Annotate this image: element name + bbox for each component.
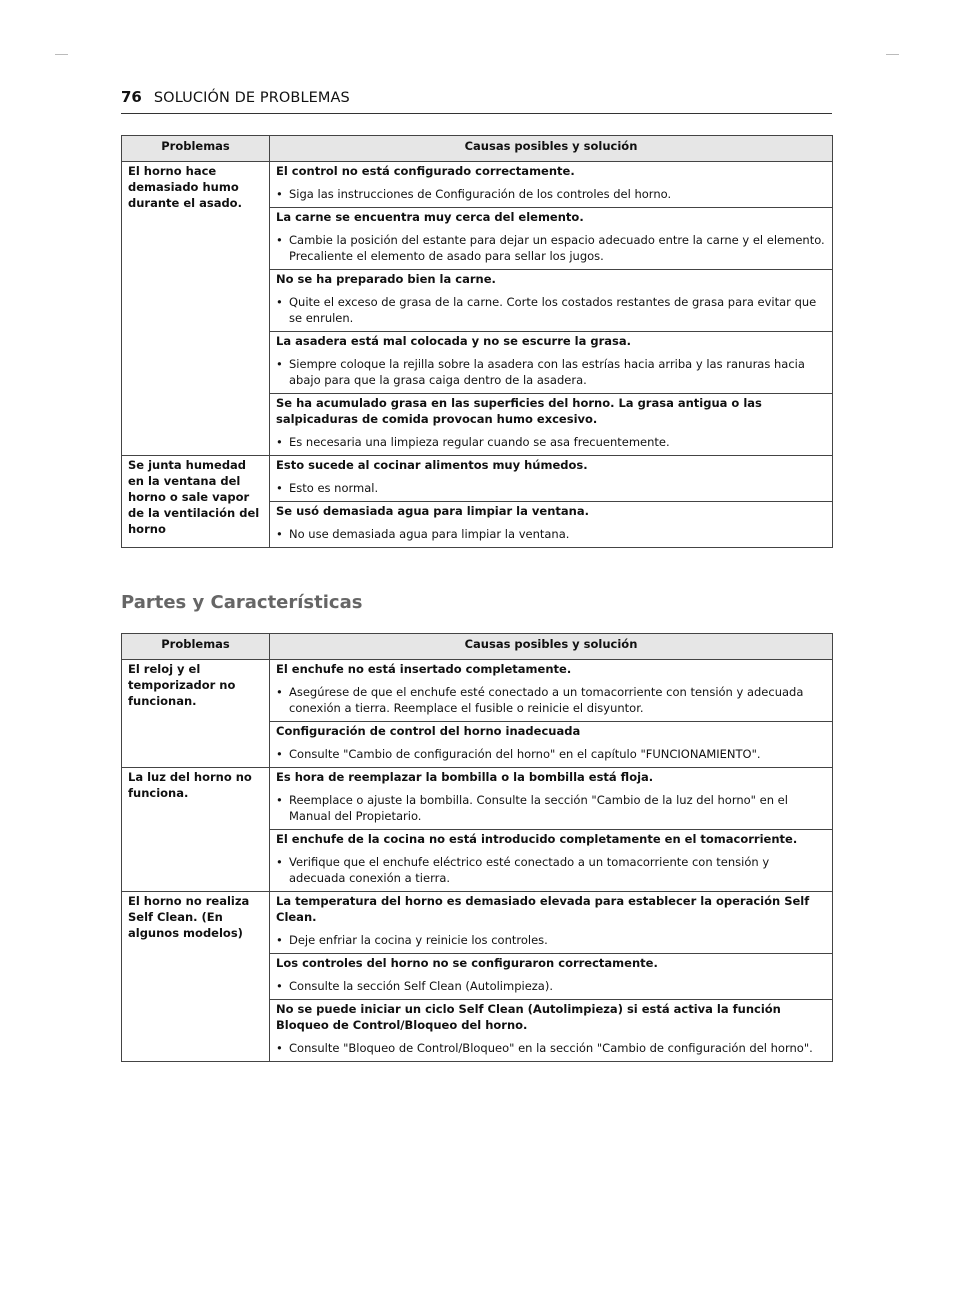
page-header xyxy=(121,88,832,114)
problem-cell: El horno hace demasiado humo durante el asado. xyxy=(122,162,270,456)
column-header-problems: Problemas xyxy=(122,136,270,162)
solution-bullet: • Es necesaria una limpieza regular cuando se asa frecuentemente. xyxy=(276,434,826,450)
column-header-causes: Causas posibles y solución xyxy=(270,634,833,660)
solution-bullet: • Deje enfriar la cocina y reinicie los controles. xyxy=(276,932,826,948)
cause-cell xyxy=(270,394,833,456)
cause-cell xyxy=(270,270,833,332)
cause-cell xyxy=(270,332,833,394)
problem-cell: El reloj y el temporizador no funcionan. xyxy=(122,660,270,768)
troubleshooting-table-1 xyxy=(121,135,833,548)
solution-bullet: • Consulte "Cambio de configuración del horno" en el capítulo "FUNCIONAMIENTO". xyxy=(276,746,826,762)
cause-cell xyxy=(270,502,833,548)
table-row xyxy=(122,162,833,208)
problem-cell: El horno no realiza Self Clean. (En algunos modelos) xyxy=(122,892,270,1062)
cause-title: No se ha preparado bien la carne. xyxy=(276,272,496,286)
solution-bullet: • Verifique que el enchufe eléctrico esté conectado a un tomacorriente con tensión y adecuada conexión a tierra. xyxy=(276,854,826,886)
cause-cell xyxy=(270,208,833,270)
solution-bullet: • Cambie la posición del estante para dejar un espacio adecuado entre la carne y el elemento. Precaliente el elemento de asado para sellar los jugos. xyxy=(276,232,826,264)
column-header-causes: Causas posibles y solución xyxy=(270,136,833,162)
cause-cell xyxy=(270,830,833,892)
cause-title: No se puede iniciar un ciclo Self Clean (Autolimpieza) si está activa la función Bloqueo de Control/Bloqueo del horno. xyxy=(276,1002,781,1032)
cause-cell xyxy=(270,162,833,208)
table-row xyxy=(122,660,833,722)
crop-mark-left xyxy=(55,54,68,55)
cause-title: El enchufe no está insertado completamente. xyxy=(276,662,572,676)
cause-title: Configuración de control del horno inadecuada xyxy=(276,724,581,738)
cause-cell xyxy=(270,1000,833,1062)
cause-cell xyxy=(270,768,833,830)
cause-cell xyxy=(270,456,833,502)
table-row xyxy=(122,892,833,954)
solution-bullet: • Esto es normal. xyxy=(276,480,826,496)
cause-title: El control no está configurado correctamente. xyxy=(276,164,575,178)
problem-cell: Se junta humedad en la ventana del horno o sale vapor de la ventilación del horno xyxy=(122,456,270,548)
cause-cell xyxy=(270,954,833,1000)
page-number: 76 xyxy=(121,88,142,106)
crop-mark-right xyxy=(886,54,899,55)
problem-cell: La luz del horno no funciona. xyxy=(122,768,270,892)
page-section-title: SOLUCIÓN DE PROBLEMAS xyxy=(153,90,350,106)
cause-title: La temperatura del horno es demasiado elevada para establecer la operación Self Clean. xyxy=(276,894,810,924)
solution-bullet: • Siempre coloque la rejilla sobre la asadera con las estrías hacia arriba y las ranuras hacia abajo para que la grasa caiga dentro de la asadera. xyxy=(276,356,826,388)
cause-cell xyxy=(270,660,833,722)
solution-bullet: • Consulte "Bloqueo de Control/Bloqueo" en la sección "Cambio de configuración del horno". xyxy=(276,1040,826,1056)
column-header-problems: Problemas xyxy=(122,634,270,660)
cause-title: Esto sucede al cocinar alimentos muy húmedos. xyxy=(276,458,588,472)
cause-title: Se ha acumulado grasa en las superficies del horno. La grasa antigua o las salpicaduras de comida provocan humo excesivo. xyxy=(276,396,762,426)
troubleshooting-table-2 xyxy=(121,633,833,1062)
cause-title: Es hora de reemplazar la bombilla o la bombilla está floja. xyxy=(276,770,654,784)
cause-cell xyxy=(270,722,833,768)
solution-bullet: • Consulte la sección Self Clean (Autolimpieza). xyxy=(276,978,826,994)
cause-title: La carne se encuentra muy cerca del elemento. xyxy=(276,210,584,224)
solution-bullet: • Asegúrese de que el enchufe esté conectado a un tomacorriente con tensión y adecuada conexión a tierra. Reemplace el fusible o reinicie el disyuntor. xyxy=(276,684,826,716)
solution-bullet: • No use demasiada agua para limpiar la ventana. xyxy=(276,526,826,542)
cause-title: Los controles del horno no se configuraron correctamente. xyxy=(276,956,658,970)
table-row xyxy=(122,456,833,502)
solution-bullet: • Reemplace o ajuste la bombilla. Consulte la sección "Cambio de la luz del horno" en el Manual del Propietario. xyxy=(276,792,826,824)
cause-title: El enchufe de la cocina no está introducido completamente en el tomacorriente. xyxy=(276,832,798,846)
solution-bullet: • Siga las instrucciones de Configuración de los controles del horno. xyxy=(276,186,826,202)
cause-cell xyxy=(270,892,833,954)
section-heading: Partes y Características xyxy=(121,592,363,613)
cause-title: La asadera está mal colocada y no se escurre la grasa. xyxy=(276,334,632,348)
table-row xyxy=(122,768,833,830)
solution-bullet: • Quite el exceso de grasa de la carne. Corte los costados restantes de grasa para evitar que se enrulen. xyxy=(276,294,826,326)
cause-title: Se usó demasiada agua para limpiar la ventana. xyxy=(276,504,589,518)
